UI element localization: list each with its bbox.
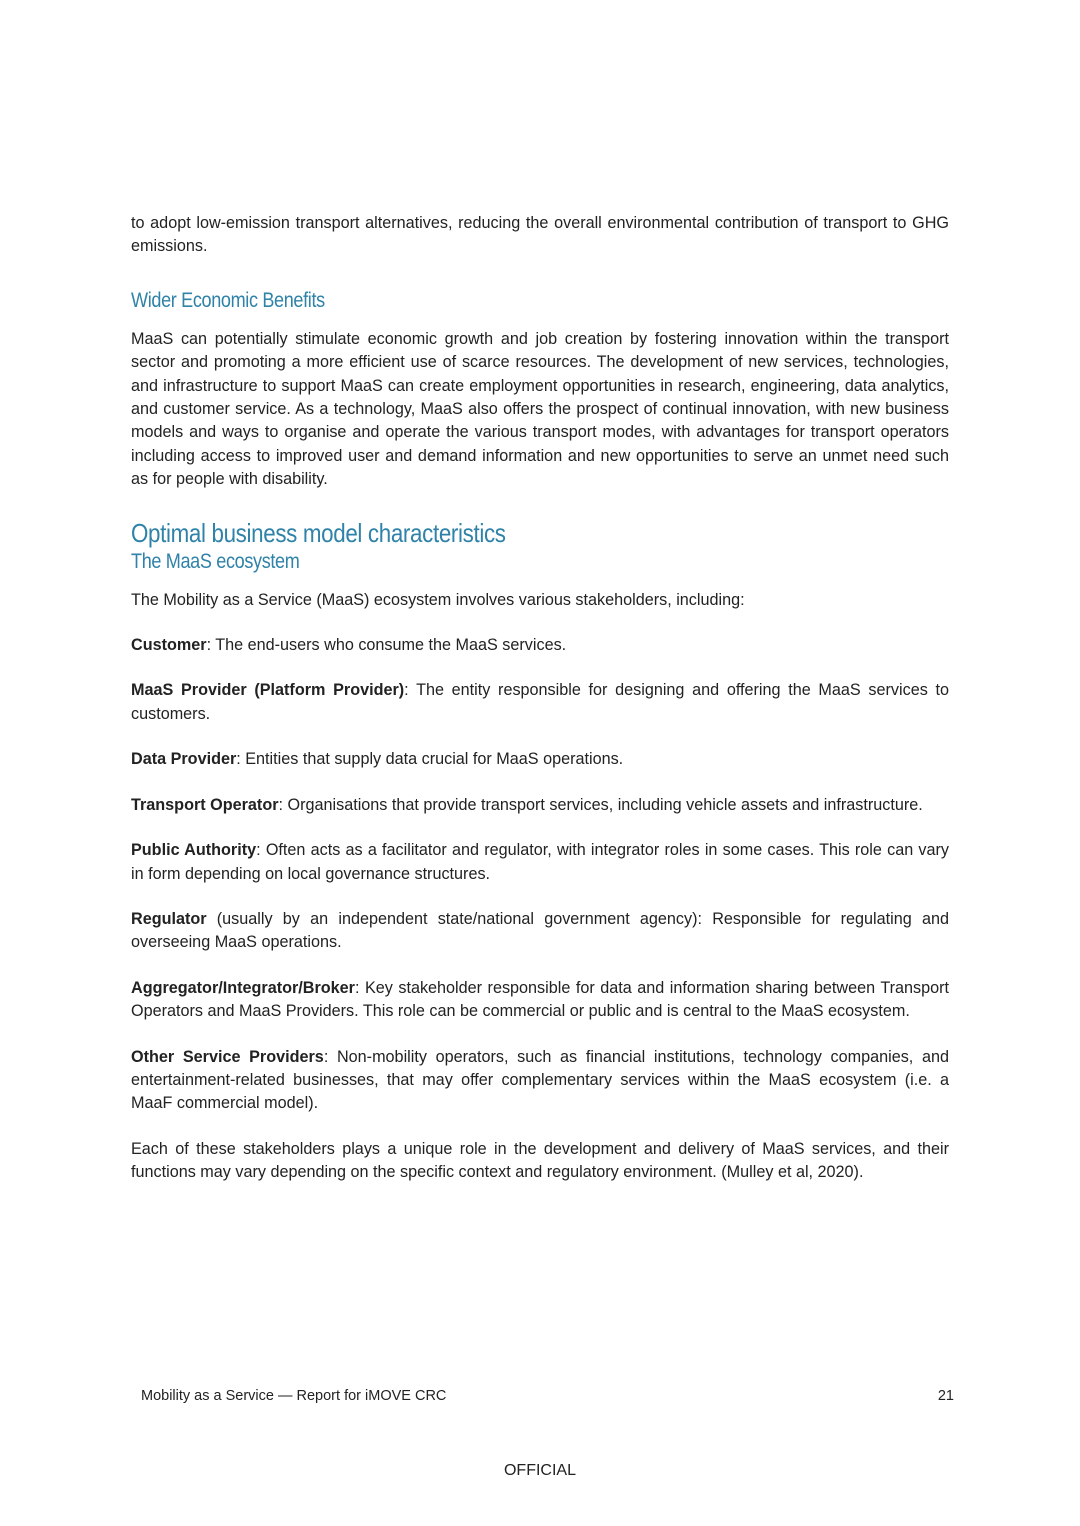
- stakeholder-item: [131, 794, 949, 817]
- stakeholder-definition: (usually by an independent state/national government agency): Responsible for regulating and overseeing MaaS operations.: [131, 909, 949, 952]
- stakeholder-item: [131, 634, 949, 657]
- heading-wider-economic-benefits: Wider Economic Benefits: [131, 288, 325, 312]
- stakeholder-definition: : The end-users who consume the MaaS services.: [206, 636, 567, 655]
- stakeholder-definition: : The entity responsible for designing and offering the MaaS services to customers.: [131, 681, 949, 723]
- stakeholder-definition: : Organisations that provide transport services, including vehicle assets and infrastructure.: [278, 795, 923, 814]
- stakeholder-item: [131, 1046, 949, 1116]
- page-number: 21: [937, 1388, 954, 1404]
- stakeholder-term: Public Authority: [131, 841, 257, 860]
- stakeholder-definition: : Entities that supply data crucial for MaaS operations.: [236, 750, 624, 769]
- intro-paragraph: to adopt low-emission transport alternatives, reducing the overall environmental contribution of transport to GHG emissions.: [131, 214, 949, 256]
- stakeholder-term: Aggregator/Integrator/Broker: [131, 978, 355, 997]
- stakeholder-definition: : Often acts as a facilitator and regulator, with integrator roles in some cases. This role can vary in form depending on local governance structures.: [131, 841, 950, 883]
- economic-benefits-paragraph: MaaS can potentially stimulate economic growth and job creation by fostering innovation within the transport sector and promoting a more efficient use of scarce resources. The development of new services, technologies, and infrastructure to support MaaS can create employment opportunities in research, engineering, data analytics, and customer service. As a technology, MaaS also offers the prospect of continual innovation, with new business models and ways to organise and operate the various transport modes, with advantages for transport operators including access to improved user and demand information and new opportunities to serve an unmet need such as for people with disability.: [131, 329, 949, 489]
- stakeholder-item: [131, 839, 949, 886]
- stakeholder-item: [131, 679, 949, 726]
- classification-label: OFFICIAL: [503, 1462, 576, 1479]
- stakeholder-term: Other Service Providers: [131, 1047, 324, 1066]
- ecosystem-intro-paragraph: The Mobility as a Service (MaaS) ecosystem involves various stakeholders, including:: [131, 590, 745, 609]
- stakeholder-item: [131, 908, 949, 955]
- stakeholder-term: Customer: [131, 636, 207, 655]
- stakeholder-item: [131, 977, 949, 1024]
- stakeholder-definition: : Key stakeholder responsible for data and information sharing between Transport Operators and MaaS Providers. This role can be commercial or public and is central to the MaaS ecosystem.: [131, 978, 949, 1021]
- footer-title: Mobility as a Service — Report for iMOVE CRC: [141, 1388, 447, 1404]
- page-content: [131, 212, 949, 1185]
- stakeholder-item: [131, 748, 949, 771]
- heading-optimal-business-model: Optimal business model characteristics: [131, 517, 506, 548]
- stakeholder-term: Data Provider: [131, 750, 237, 769]
- heading-maas-ecosystem: The MaaS ecosystem: [131, 549, 300, 573]
- stakeholder-term: Regulator: [131, 909, 207, 928]
- ecosystem-conclusion-paragraph: Each of these stakeholders plays a unique role in the development and delivery of MaaS services, and their functions may vary depending on the specific context and regulatory environment. (Mulley et al, 2020).: [131, 1139, 949, 1182]
- stakeholder-term: MaaS Provider (Platform Provider): [131, 681, 405, 700]
- stakeholder-definition: : Non-mobility operators, such as financial institutions, technology companies, and entertainment-related businesses, that may offer complementary services within the MaaS ecosystem (i.e. a MaaF commercial model).: [131, 1047, 949, 1113]
- stakeholder-term: Transport Operator: [131, 795, 279, 814]
